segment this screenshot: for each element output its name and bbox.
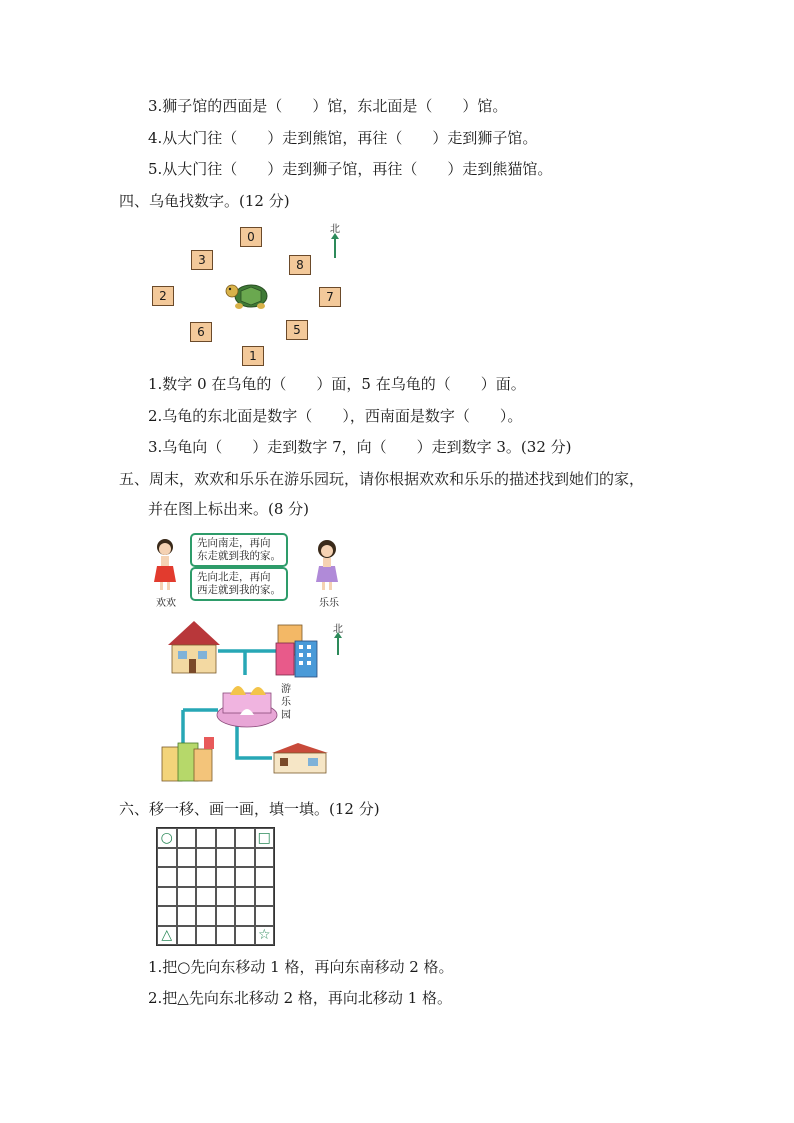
grid-cell bbox=[177, 887, 197, 907]
grid-cell bbox=[216, 906, 236, 926]
grid-cell bbox=[177, 867, 197, 887]
speech-bubble-lele bbox=[190, 567, 288, 601]
grid-cell bbox=[255, 828, 275, 848]
grid-cell bbox=[196, 906, 216, 926]
question-6-1: 1.把○先向东移动 1 格，再向东南移动 2 格。 bbox=[148, 958, 454, 976]
map-north-label: 北 bbox=[333, 624, 343, 635]
question-4-3: 3.乌龟向（ ）走到数字 7，向（ ）走到数字 3。(32 分) bbox=[148, 438, 572, 456]
grid-cell bbox=[216, 848, 236, 868]
triangle-icon: △ bbox=[161, 927, 173, 944]
north-label: 北 bbox=[330, 224, 340, 235]
grid-cell bbox=[157, 828, 177, 848]
grid-cell bbox=[216, 887, 236, 907]
girl-huanhuan-icon bbox=[152, 536, 178, 592]
grid-cell bbox=[255, 887, 275, 907]
grid-cell bbox=[216, 867, 236, 887]
number-box-6: 6 bbox=[190, 322, 212, 342]
grid-cell bbox=[235, 887, 255, 907]
grid-cell bbox=[157, 887, 177, 907]
grid-cell bbox=[157, 926, 177, 946]
buildings-top-right bbox=[276, 625, 317, 677]
grid-cell bbox=[216, 828, 236, 848]
grid-cell bbox=[235, 848, 255, 868]
grid-cell bbox=[196, 887, 216, 907]
bubble-huanhuan-line1: 先向南走，再向 bbox=[197, 537, 271, 549]
grid-cell bbox=[177, 926, 197, 946]
speech-bubble-huanhuan bbox=[190, 533, 288, 567]
number-box-7: 7 bbox=[319, 287, 341, 307]
grid-cell bbox=[157, 848, 177, 868]
house-top-left bbox=[168, 621, 220, 673]
section-4-heading: 四、乌龟找数字。(12 分) bbox=[119, 192, 290, 210]
grid-cell bbox=[235, 828, 255, 848]
grid-cell bbox=[157, 906, 177, 926]
number-box-8: 8 bbox=[289, 255, 311, 275]
house-bottom-right bbox=[272, 743, 328, 773]
section-6-heading: 六、移一移、画一画，填一填。(12 分) bbox=[119, 800, 380, 818]
grid-cell bbox=[157, 867, 177, 887]
question-3-4: 4.从大门往（ ）走到熊馆，再往（ ）走到狮子馆。 bbox=[148, 129, 538, 147]
star-icon: ☆ bbox=[257, 927, 271, 944]
north-arrow-icon bbox=[334, 238, 336, 258]
grid-cell bbox=[235, 926, 255, 946]
grid-cell bbox=[177, 906, 197, 926]
number-box-0: 0 bbox=[240, 227, 262, 247]
grid-cell bbox=[196, 848, 216, 868]
girl-lele-label: 乐乐 bbox=[319, 598, 339, 609]
grid-cell bbox=[177, 828, 197, 848]
grid-cell bbox=[196, 828, 216, 848]
grid-cell bbox=[196, 926, 216, 946]
grid-cell bbox=[255, 867, 275, 887]
number-box-5: 5 bbox=[286, 320, 308, 340]
number-box-3: 3 bbox=[191, 250, 213, 270]
grid-cell bbox=[255, 906, 275, 926]
grid-cell bbox=[216, 926, 236, 946]
grid-cell bbox=[255, 848, 275, 868]
grid-cell bbox=[235, 906, 255, 926]
question-6-2: 2.把△先向东北移动 2 格，再向北移动 1 格。 bbox=[148, 989, 453, 1007]
grid-cell bbox=[196, 867, 216, 887]
grid-cell bbox=[235, 867, 255, 887]
girl-lele-icon bbox=[313, 538, 341, 594]
park-map bbox=[160, 615, 340, 785]
number-box-2: 2 bbox=[152, 286, 174, 306]
grid-cell bbox=[255, 926, 275, 946]
number-box-1: 1 bbox=[242, 346, 264, 366]
question-4-2: 2.乌龟的东北面是数字（ ），西南面是数字（ ）。 bbox=[148, 407, 523, 425]
amusement-park bbox=[217, 686, 277, 727]
section-5-heading-line1: 五、周末，欢欢和乐乐在游乐园玩，请你根据欢欢和乐乐的描述找到她们的家， bbox=[119, 470, 645, 488]
square-icon: □ bbox=[257, 829, 271, 846]
bubble-huanhuan-line2: 东走就到我的家。 bbox=[197, 550, 281, 562]
question-3-3: 3.狮子馆的西面是（ ）馆，东北面是（ ）馆。 bbox=[148, 97, 508, 115]
section-5-heading-line2: 并在图上标出来。(8 分) bbox=[148, 500, 310, 518]
buildings-bottom-left bbox=[162, 737, 214, 781]
question-3-5: 5.从大门往（ ）走到狮子馆，再往（ ）走到熊猫馆。 bbox=[148, 160, 553, 178]
bubble-lele-line1: 先向北走，再向 bbox=[197, 571, 271, 583]
girl-huanhuan-label: 欢欢 bbox=[156, 598, 176, 609]
bubble-lele-line2: 西走就到我的家。 bbox=[197, 584, 281, 596]
turtle-icon bbox=[224, 279, 270, 311]
movement-grid bbox=[156, 827, 275, 946]
park-label: 游乐园 bbox=[281, 684, 291, 721]
question-4-1: 1.数字 0 在乌龟的（ ）面，5 在乌龟的（ ）面。 bbox=[148, 375, 526, 393]
grid-cell bbox=[177, 848, 197, 868]
circle-icon: ○ bbox=[160, 829, 173, 846]
